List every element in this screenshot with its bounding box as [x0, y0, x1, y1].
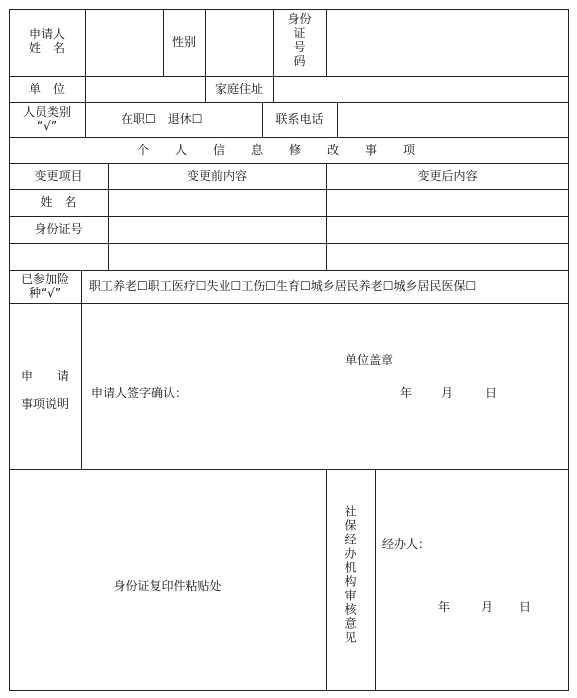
row-divider [9, 243, 569, 244]
col-divider [81, 270, 82, 469]
phone-label: 联系电话 [275, 112, 324, 126]
review-date-day: 日 [519, 600, 532, 614]
col-divider [326, 9, 327, 76]
row-divider [9, 189, 569, 190]
row-divider [9, 216, 569, 217]
after-content-header: 变更后内容 [417, 169, 478, 183]
row-label-name: 姓 名 [40, 195, 77, 209]
row-divider [9, 76, 569, 77]
home-address-label: 家庭住址 [214, 82, 263, 96]
id-number-label: 身份 证 号 码 [287, 12, 312, 68]
applicant-name-label: 申请人 姓 名 [28, 27, 65, 55]
handler-label: 经办人： [382, 537, 431, 551]
row-divider [9, 163, 569, 164]
row-divider [9, 137, 569, 138]
insured-types-label: 已参加险 种“√” [20, 272, 69, 300]
date-day: 日 [485, 386, 498, 400]
date-month: 月 [441, 386, 454, 400]
person-category-label: 人员类别 “√” [22, 105, 71, 133]
col-divider [85, 76, 86, 102]
row-label-id: 身份证号 [34, 222, 83, 236]
application-label: 申 请 事项说明 [20, 369, 69, 411]
insurance-options[interactable]: 职工养老☐职工医疗☐失业☐工伤☐生育☐城乡居民养老☐城乡居民医保☐ [89, 279, 477, 293]
unit-seal-label: 单位盖章 [345, 353, 394, 367]
gender-label: 性别 [171, 35, 196, 49]
col-divider [273, 76, 274, 102]
person-category-options[interactable]: 在职☐ 退休☐ [121, 112, 203, 126]
row-divider [9, 303, 569, 304]
col-divider [85, 9, 86, 76]
agency-review-label: 社保经办机构审核意见 [343, 505, 357, 645]
review-date-month: 月 [481, 600, 494, 614]
date-year: 年 [400, 386, 413, 400]
col-divider [337, 102, 338, 137]
col-divider [205, 9, 206, 76]
unit-label: 单 位 [28, 82, 65, 96]
before-content-header: 变更前内容 [186, 169, 247, 183]
col-divider [326, 469, 327, 691]
row-divider [9, 469, 569, 470]
row-divider [9, 102, 569, 103]
change-item-header: 变更项目 [34, 169, 83, 183]
col-divider [375, 469, 376, 691]
signature-confirm-label: 申请人签字确认： [91, 386, 188, 400]
section-title: 个人信息修改事项 [136, 143, 441, 157]
id-copy-area-label: 身份证复印件粘贴处 [113, 579, 222, 593]
review-date-year: 年 [438, 600, 451, 614]
col-divider [85, 102, 86, 137]
row-divider [9, 270, 569, 271]
